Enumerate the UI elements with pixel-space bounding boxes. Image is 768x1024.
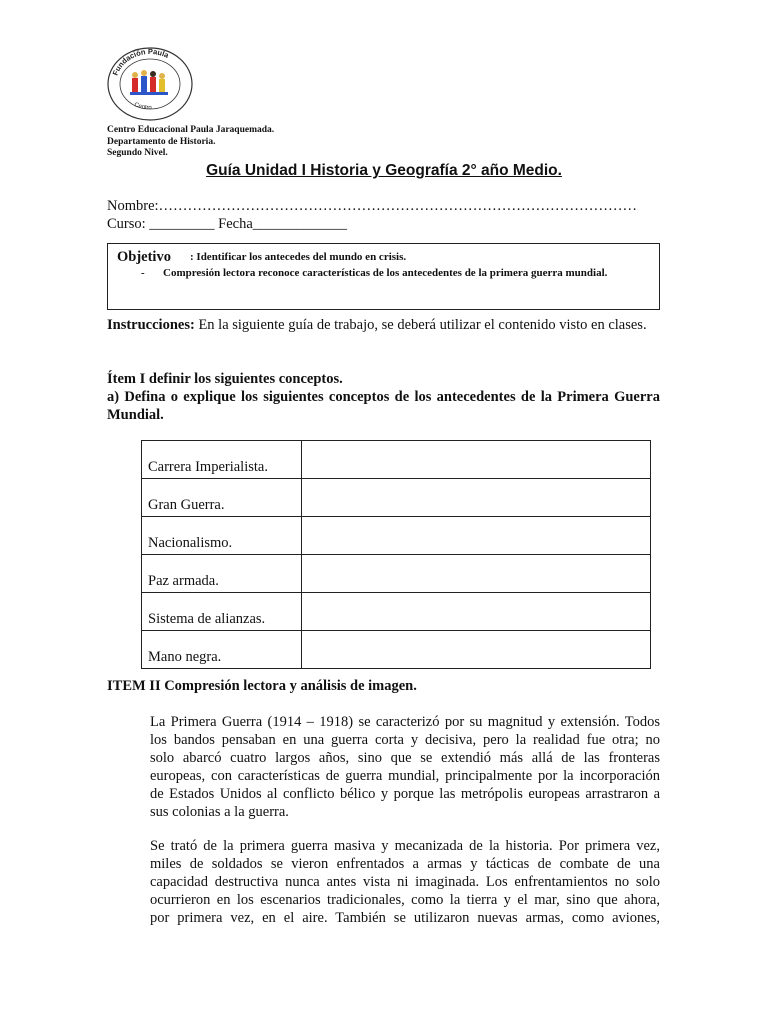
paragraph-line: por primera vez, en el aire. También se utilizaron nuevas armas, como aviones, <box>150 910 660 926</box>
concept-answer-cell[interactable] <box>302 441 651 479</box>
concept-term: Gran Guerra. <box>142 479 302 517</box>
concept-answer-cell[interactable] <box>302 593 651 631</box>
objective-bullet-dash: - <box>141 267 145 279</box>
concept-term: Carrera Imperialista. <box>142 441 302 479</box>
concept-answer-cell[interactable] <box>302 555 651 593</box>
objective-label: Objetivo <box>117 249 171 265</box>
table-row <box>142 593 651 631</box>
reading-paragraph-2 <box>150 837 660 927</box>
concept-answer-cell[interactable] <box>302 517 651 555</box>
svg-text:Centro <box>133 102 152 111</box>
table-row <box>142 517 651 555</box>
table-row <box>142 631 651 669</box>
svg-text:Fundación Paula <box>111 47 171 77</box>
paragraph-line: europeas, con características de guerra mundial, principalmente por la incorporación <box>150 768 660 784</box>
paragraph-line: miles de soldados se vieron enfrentados a armas y tácticas de combate de una <box>150 856 660 872</box>
concept-answer-cell[interactable] <box>302 631 651 669</box>
instructions-label: Instrucciones: <box>107 317 195 333</box>
paragraph-line: los bandos pensaban en una guerra corta y decisiva, pero la realidad fue otra; no <box>150 732 660 748</box>
name-field[interactable]: Nombre:……………………………………………………………………………………… <box>107 198 638 214</box>
paragraph-line: sus colonias a la guerra. <box>150 804 289 820</box>
logo-ring-text-top: Fundación Paula <box>110 46 171 77</box>
table-row <box>142 479 651 517</box>
paragraph-line: capacidad destructiva nunca antes vista ni imaginada. Los enfrentamientos no solo <box>150 874 660 890</box>
paragraph-line: La Primera Guerra (1914 – 1918) se caracterizó por su magnitud y extensión. Todos <box>150 714 660 730</box>
concept-term: Nacionalismo. <box>142 517 302 555</box>
course-date-field[interactable]: Curso: _________ Fecha_____________ <box>107 216 348 232</box>
concept-term: Mano negra. <box>142 631 302 669</box>
concept-table <box>141 440 651 669</box>
page-title: Guía Unidad I Historia y Geografía 2° año Medio. <box>206 162 562 179</box>
paragraph-line: ocurrieron en los escenarios tradicionales, como la tierra y el mar, sino que ahora, <box>150 892 660 908</box>
item2-heading: ITEM II Compresión lectora y análisis de imagen. <box>107 678 417 694</box>
table-row <box>142 555 651 593</box>
logo-ring-text-bottom: Centro <box>133 102 152 112</box>
concept-answer-cell[interactable] <box>302 479 651 517</box>
paragraph-line: de Estados Unidos al conflicto bélico y porque las metrópolis europeas arrastraron a <box>150 786 660 802</box>
concept-term: Sistema de alianzas. <box>142 593 302 631</box>
school-logo <box>106 46 194 122</box>
reading-paragraph-1 <box>150 713 660 821</box>
objective-box <box>107 243 660 310</box>
level-name: Segundo Nivel. <box>107 148 168 158</box>
concept-term: Paz armada. <box>142 555 302 593</box>
table-row <box>142 441 651 479</box>
instructions-text: En la siguiente guía de trabajo, se deberá utilizar el contenido visto en clases. <box>194 317 647 333</box>
school-name: Centro Educacional Paula Jaraquemada. <box>107 125 275 135</box>
instructions <box>107 317 660 335</box>
paragraph-line: solo abarcó cuatro largos años, sino que se extendió más allá de las fronteras <box>150 750 660 766</box>
item1-subheading: a) Defina o explique los siguientes conceptos de los antecedentes de la Primera Guerra Mundial. <box>107 389 660 423</box>
children-figures-icon <box>130 70 168 95</box>
item1-heading: Ítem I definir los siguientes conceptos. <box>107 371 343 387</box>
paragraph-line: Se trató de la primera guerra masiva y mecanizada de la historia. Por primera vez, <box>150 838 660 854</box>
objective-bullet-text: Compresión lectora reconoce características de los antecedentes de la primera guerra mundial. <box>163 267 608 279</box>
objective-text: : Identificar los antecedes del mundo en crisis. <box>190 251 407 263</box>
department-name: Departamento de Historia. <box>107 137 216 147</box>
